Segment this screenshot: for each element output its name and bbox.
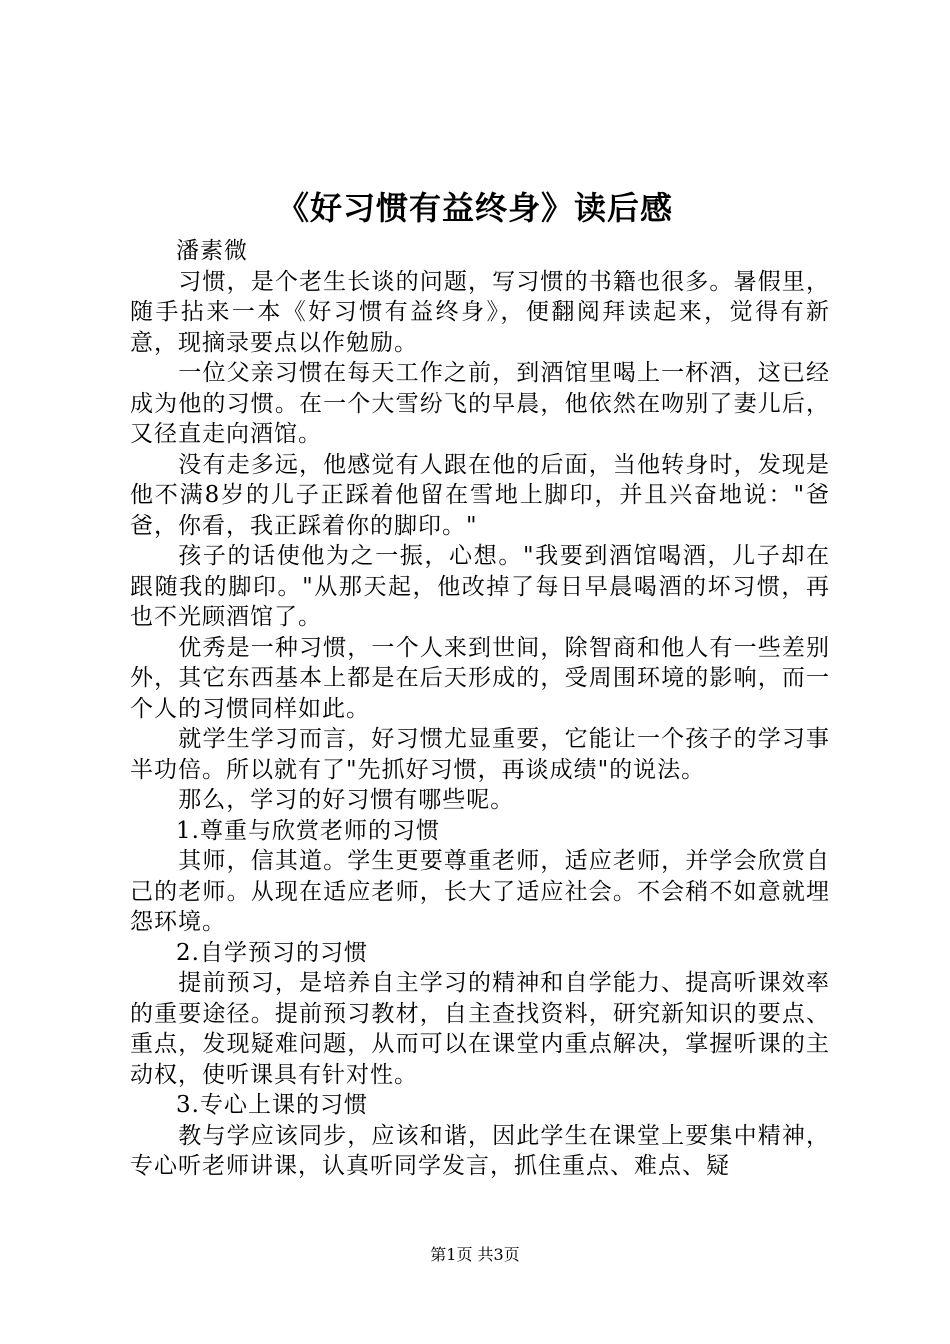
page-number-footer: 第1页 共3页 bbox=[430, 1245, 520, 1264]
section-heading-self-preview: 2.自学预习的习惯 bbox=[176, 939, 368, 966]
paragraph-father-story: 一位父亲习惯在每天工作之前，到酒馆里喝上一杯酒，这已经成为他的习惯。在一个大雪纷飞的早晨，他依然在吻别了妻儿后，又径直走向酒馆。 bbox=[130, 360, 830, 447]
paragraph-intro: 习惯，是个老生长谈的问题，写习惯的书籍也很多。暑假里，随手拈来一本《好习惯有益终身》，便翻阅拜读起来，觉得有新意，现摘录要点以作勉励。 bbox=[130, 268, 830, 356]
paragraph-excellence-habit: 优秀是一种习惯，一个人来到世间，除智商和他人有一些差别外，其它东西基本上都是在后天形成的，受周围环境的影响，而一个人的习惯同样如此。 bbox=[130, 634, 830, 722]
section-text-self-preview: 提前预习，是培养自主学习的精神和自学能力、提高听课效率的重要途径。提前预习教材，自主查找资料，研究新知识的要点、重点，发现疑难问题，从而可以在课堂内重点解决，掌握听课的主动权，使听课具有针对性。 bbox=[130, 970, 830, 1088]
paragraph-father-change: 孩子的话使他为之一振，心想。"我要到酒馆喝酒，儿子却在跟随我的脚印。"从那天起，他改掉了每日早晨喝酒的坏习惯，再也不光顾酒馆了。 bbox=[130, 543, 830, 630]
section-text-focus-class: 教与学应该同步，应该和谐，因此学生在课堂上要集中精神，专心听老师讲课，认真听同学发言，抓住重点、难点、疑 bbox=[130, 1122, 830, 1179]
paragraph-study-habits: 就学生学习而言，好习惯尤显重要，它能让一个孩子的学习事半功倍。所以就有了"先抓好习惯，再谈成绩"的说法。 bbox=[130, 726, 830, 783]
section-heading-focus-class: 3.专心上课的习惯 bbox=[176, 1092, 368, 1118]
paragraph-son-footprints: 没有走多远，他感觉有人跟在他的后面，当他转身时，发现是他不满8岁的儿子正踩着他留在雪地上脚印，并且兴奋地说："爸爸，你看，我正踩着你的脚印。" bbox=[130, 451, 830, 539]
paragraph-question: 那么，学习的好习惯有哪些呢。 bbox=[178, 787, 515, 813]
section-text-respect-teacher: 其师，信其道。学生更要尊重老师，适应老师，并学会欣赏自己的老师。从现在适应老师，长大了适应社会。不会稍不如意就埋怨环境。 bbox=[130, 848, 830, 935]
author-name: 潘素微 bbox=[176, 238, 248, 264]
section-heading-respect-teacher: 1.尊重与欣赏老师的习惯 bbox=[176, 817, 440, 844]
document-title: 《好习惯有益终身》读后感 bbox=[276, 189, 673, 227]
document-body bbox=[130, 236, 830, 1182]
